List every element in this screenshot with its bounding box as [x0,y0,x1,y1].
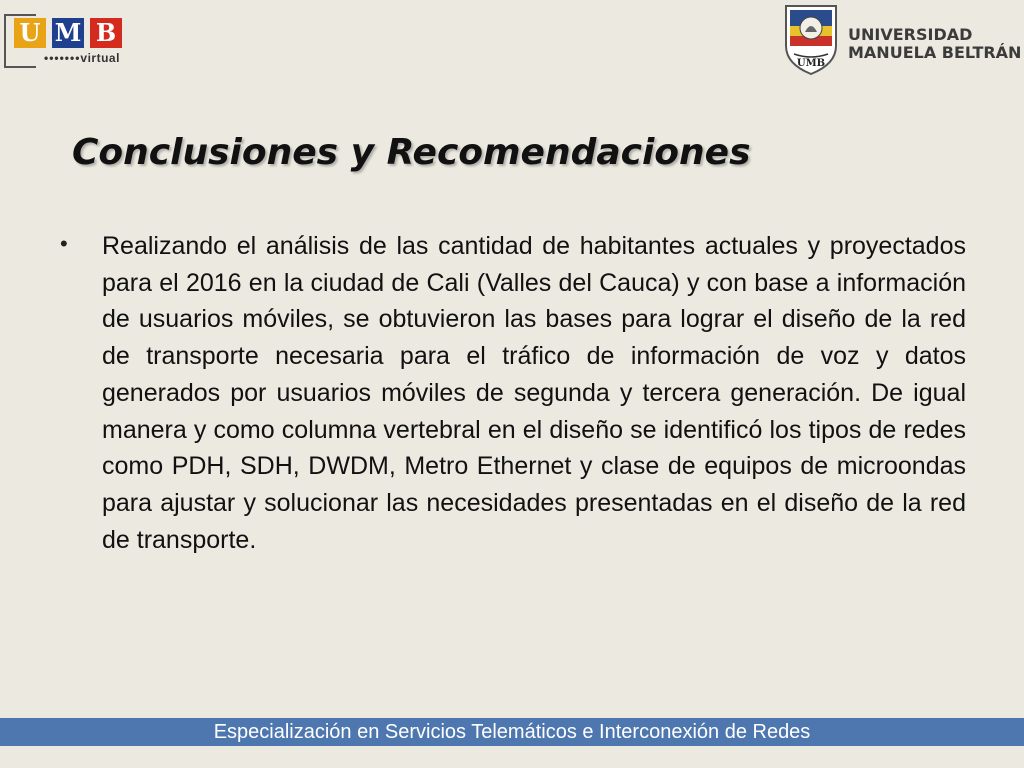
logo-letter-u: U [14,18,46,48]
university-name-line1: UNIVERSIDAD [848,25,973,44]
svg-text:UMB: UMB [796,58,826,69]
footer-bar [0,718,1024,746]
university-seal-icon [780,2,842,76]
logo-letter-b: B [90,18,122,48]
slide-title: Conclusiones y Recomendaciones [72,132,751,173]
bullet-item [56,228,966,558]
university-name-line2: MANUELA BELTRÁN [848,43,1022,62]
logo-dots: ••••••• [44,51,81,65]
umb-virtual-logo [4,4,134,66]
logo-caption [44,51,120,65]
logo-letter-m: M [52,18,84,48]
bullet-icon: • [60,231,68,256]
bullet-text: Realizando el análisis de las cantidad de habitantes actuales y proyectados para el 2016 en la ciudad de Cali (Valles del Cauca) y con base a información de usuarios móviles, se obtuvieron las bases para lograr el diseño de la red de transporte necesaria para el tráfico de información de voz y datos generados por usuarios móviles de segunda y tercera generación. De igual manera y como columna vertebral en el diseño se identificó los tipos de redes como PDH, SDH, DWDM, Metro Ethernet y clase de equipos de microondas para ajustar y solucionar las necesidades presentadas en el diseño de la red de transporte. [102,232,966,554]
university-logo [780,2,1020,78]
footer-text: Especialización en Servicios Telemáticos e Interconexión de Redes [213,721,811,743]
logo-caption-text: virtual [80,51,120,65]
bullet-list [56,228,966,558]
university-name [848,26,1021,62]
